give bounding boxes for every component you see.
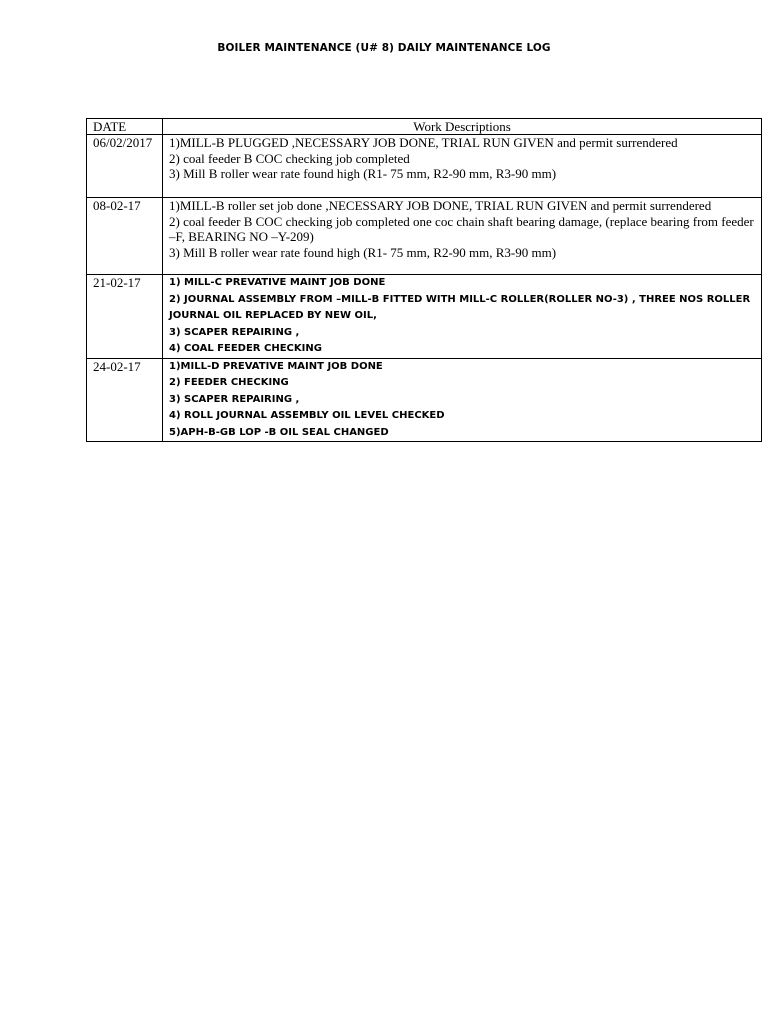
work-item: 5)APH-B-GB LOP -B OIL SEAL CHANGED xyxy=(169,426,389,438)
work-column-header: Work Descriptions xyxy=(163,119,762,135)
work-description-cell xyxy=(163,358,762,442)
work-item: 2) coal feeder B COC checking job completed xyxy=(169,150,410,166)
work-item: 3) SCAPER REPAIRING , xyxy=(169,393,300,405)
work-item: 3) SCAPER REPAIRING , xyxy=(169,326,300,338)
maintenance-log-table xyxy=(86,118,762,442)
work-item: 2) FEEDER CHECKING xyxy=(169,377,289,388)
work-description-cell xyxy=(163,135,762,198)
date-cell: 08-02-17 xyxy=(87,198,163,275)
work-item: 3) Mill B roller wear rate found high (R1- 75 mm, R2-90 mm, R3-90 mm) xyxy=(169,166,557,181)
work-item: 1)MILL-B PLUGGED ,NECESSARY JOB DONE, TRIAL RUN GIVEN and permit surrendered xyxy=(169,135,678,150)
table-row xyxy=(87,358,762,442)
work-item: 4) ROLL JOURNAL ASSEMBLY OIL LEVEL CHECKED xyxy=(169,410,445,421)
work-description-cell xyxy=(163,275,762,359)
date-cell: 24-02-17 xyxy=(87,358,163,442)
page-title: BOILER MAINTENANCE (U# 8) DAILY MAINTENANCE LOG xyxy=(217,42,551,54)
table-row xyxy=(87,275,762,359)
date-cell: 06/02/2017 xyxy=(87,135,163,198)
work-item: 4) COAL FEEDER CHECKING xyxy=(169,343,322,354)
table-row xyxy=(87,135,762,198)
work-item: 3) Mill B roller wear rate found high (R1- 75 mm, R2-90 mm, R3-90 mm) xyxy=(169,244,557,260)
date-cell: 21-02-17 xyxy=(87,275,163,359)
work-item: 2) coal feeder B COC checking job completed one coc chain shaft bearing damage, (replace bearing from feeder –F, BEARING NO –Y-209) xyxy=(169,213,754,244)
work-description-cell xyxy=(163,198,762,275)
work-item: 1) MILL-C PREVATIVE MAINT JOB DONE xyxy=(169,277,386,288)
date-column-header: DATE xyxy=(87,119,163,135)
table-row xyxy=(87,198,762,275)
work-item: 1)MILL-B roller set job done ,NECESSARY JOB DONE, TRIAL RUN GIVEN and permit surrendered xyxy=(169,198,712,213)
work-item: 2) JOURNAL ASSEMBLY FROM –MILL-B FITTED WITH MILL-C ROLLER(ROLLER NO-3) , THREE NOS ROLLER JOURNAL OIL REPLACED BY NEW OIL, xyxy=(169,293,751,321)
work-item: 1)MILL-D PREVATIVE MAINT JOB DONE xyxy=(169,360,383,372)
table-header-row xyxy=(87,119,762,135)
